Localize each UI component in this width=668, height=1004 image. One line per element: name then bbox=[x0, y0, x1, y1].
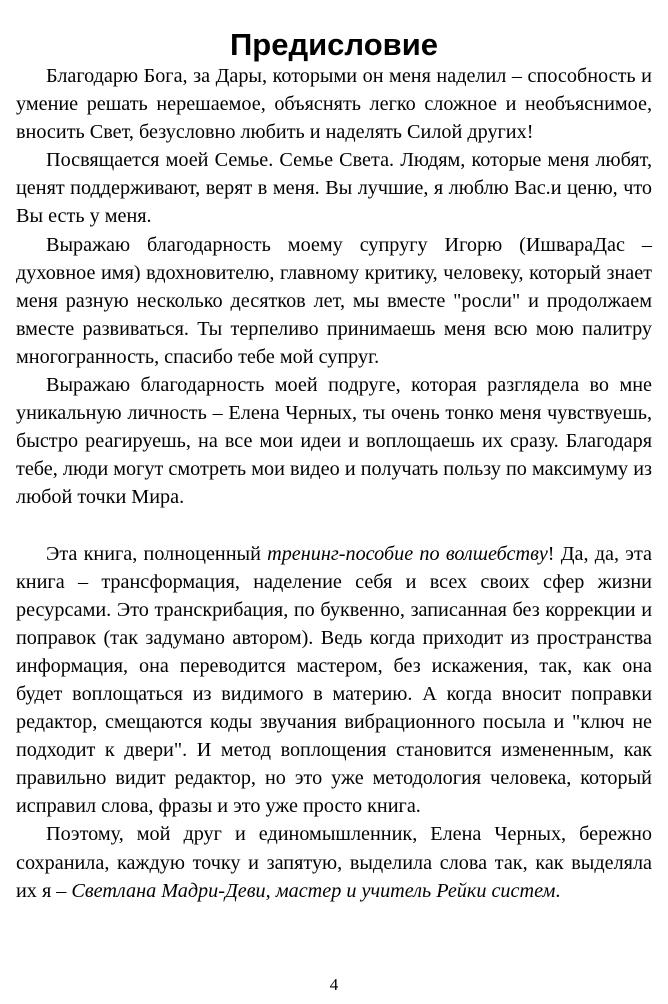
paragraph-gratitude-god: Благодарю Бога, за Дары, которыми он меня наделил – способность и умение решать нерешаемое, объяснять легко сложное и необъяснимое, вносить Свет, безусловно любить и наделять Силой других! bbox=[16, 65, 652, 144]
paragraph-about-book-start: Эта книга, полноценный bbox=[46, 542, 268, 565]
paragraph-author-note-end: . bbox=[555, 879, 561, 902]
author-signature-italic: Светлана Мадри-Деви, мастер и учитель Рейки систем bbox=[71, 879, 556, 902]
page-title: Предисловие bbox=[229, 26, 438, 62]
paragraph-dedication-family: Посвящается моей Семье. Семье Света. Людям, которые меня любят, ценят поддерживают, верят в меня. Вы лучшие, я люблю Вас.и ценю, что Вы есть у меня. bbox=[16, 149, 652, 228]
preface-text bbox=[16, 62, 652, 905]
paragraph-about-book-end: ! Да, да, эта книга – трансформация, наделение себя и всех своих сфер жизни ресурсами. Это транскрибация, по буквенно, записанная без коррекции и поправок (так задумано автором). Ведь когда приходит из пространства информация, она переводится мастером, без искажения, так, как она будет воплощаться из видимого в материю. А когда вносит поправки редактор, смещаются коды звучания вибрационного посыла и "ключ не подходит к двери". И метод воплощения становится измененным, как правильно видит редактор, но это уже методология человека, который исправил слова, фразы и это уже просто книга. bbox=[16, 542, 652, 818]
page-number: 4 bbox=[329, 975, 339, 994]
paragraph-author-note-start: Поэтому, мой друг и единомышленник, Елена Черных, бережно сохранила, каждую точку и запятую, выделила слова так, как выделяла их я – bbox=[16, 823, 652, 902]
paragraph-thanks-friend: Выражаю благодарность моей подруге, которая разглядела во мне уникальную личность – Елена Черных, ты очень тонко меня чувствуешь, быстро реагируешь, на все мои идеи и воплощаешь их сразу. Благодаря тебе, люди могут смотреть мои видео и получать пользу по максимуму из любой точки Мира. bbox=[16, 374, 652, 509]
book-genre-italic: тренинг-пособие по волшебству bbox=[267, 542, 548, 565]
paragraph-about-book bbox=[16, 540, 652, 821]
paragraph-author-note bbox=[16, 820, 652, 904]
paragraph-thanks-spouse: Выражаю благодарность моему супругу Игорю (ИшвараДас – духовное имя) вдохновителю, главному критику, человеку, который знает меня разную несколько десятков лет, мы вместе "росли" и продолжаем вместе развиваться. Ты терпеливо принимаешь меня всю мою палитру многогранность, спасибо тебе мой супруг. bbox=[16, 233, 652, 368]
